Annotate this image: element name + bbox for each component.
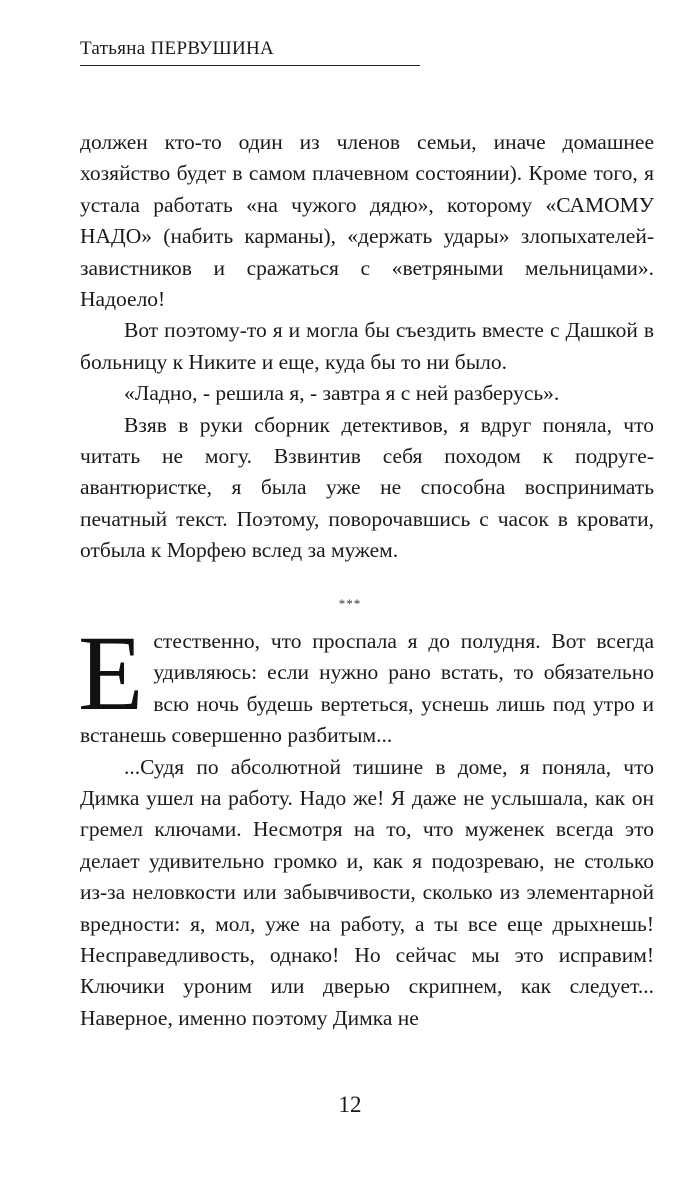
running-header: Татьяна ПЕРВУШИНА [80, 38, 275, 59]
paragraph-text: стественно, что проспала я до полудня. Вот всегда удивляюсь: если нужно рано встать, то обязательно всю ночь будешь вертеться, уснешь лишь под утро и встанешь совершенно разбитым... [80, 629, 654, 748]
paragraph-continued: должен кто-то один из членов семьи, иначе домашнее хозяйство будет в самом плачевном состоянии). Кроме того, я устала работать «на чужого дядю», которому «САМОМУ НАДО» (набить карманы), «держать удары» злопыхателей-завистников и сражаться с «ветряными мельницами». Надоело! [80, 130, 654, 312]
header-rule [80, 65, 420, 66]
paragraph: «Ладно, - решила я, - завтра я с ней разберусь». [124, 381, 560, 406]
paragraph: Вот поэтому-то я и могла бы съездить вместе с Дашкой в больницу к Никите и еще, куда бы то ни было. [80, 318, 654, 374]
drop-cap: Е [78, 615, 144, 733]
text-section-2 [78, 615, 654, 1034]
paragraph: Взяв в руки сборник детективов, я вдруг поняла, что читать не могу. Взвинтив себя походом к подруге-авантюристке, я была уже не способна воспринимать печатный текст. Поэтому, поворочавшись с часок в кровати, отбыла к Морфею вслед за мужем. [80, 412, 654, 563]
paragraph-with-dropcap [78, 615, 654, 752]
paragraph: ...Судя по абсолютной тишине в доме, я поняла, что Димка ушел на работу. Надо же! Я даже не услышала, как он гремел ключами. Несмотря на то, что муженек всегда это делает удивительно громко и, как я подозреваю, не столько из-за неловкости или забывчивости, сколько из элементарной вредности: я, мол, уже на работу, а ты все еще дрыхнешь! Несправедливость, однако! Но сейчас мы это исправим! Ключики уроним или дверью скрипнем, как следует... Наверное, именно поэтому Димка не [80, 754, 654, 1030]
section-separator: *** [338, 596, 362, 611]
text-section-1 [80, 127, 654, 567]
page-number: 12 [338, 1092, 362, 1117]
